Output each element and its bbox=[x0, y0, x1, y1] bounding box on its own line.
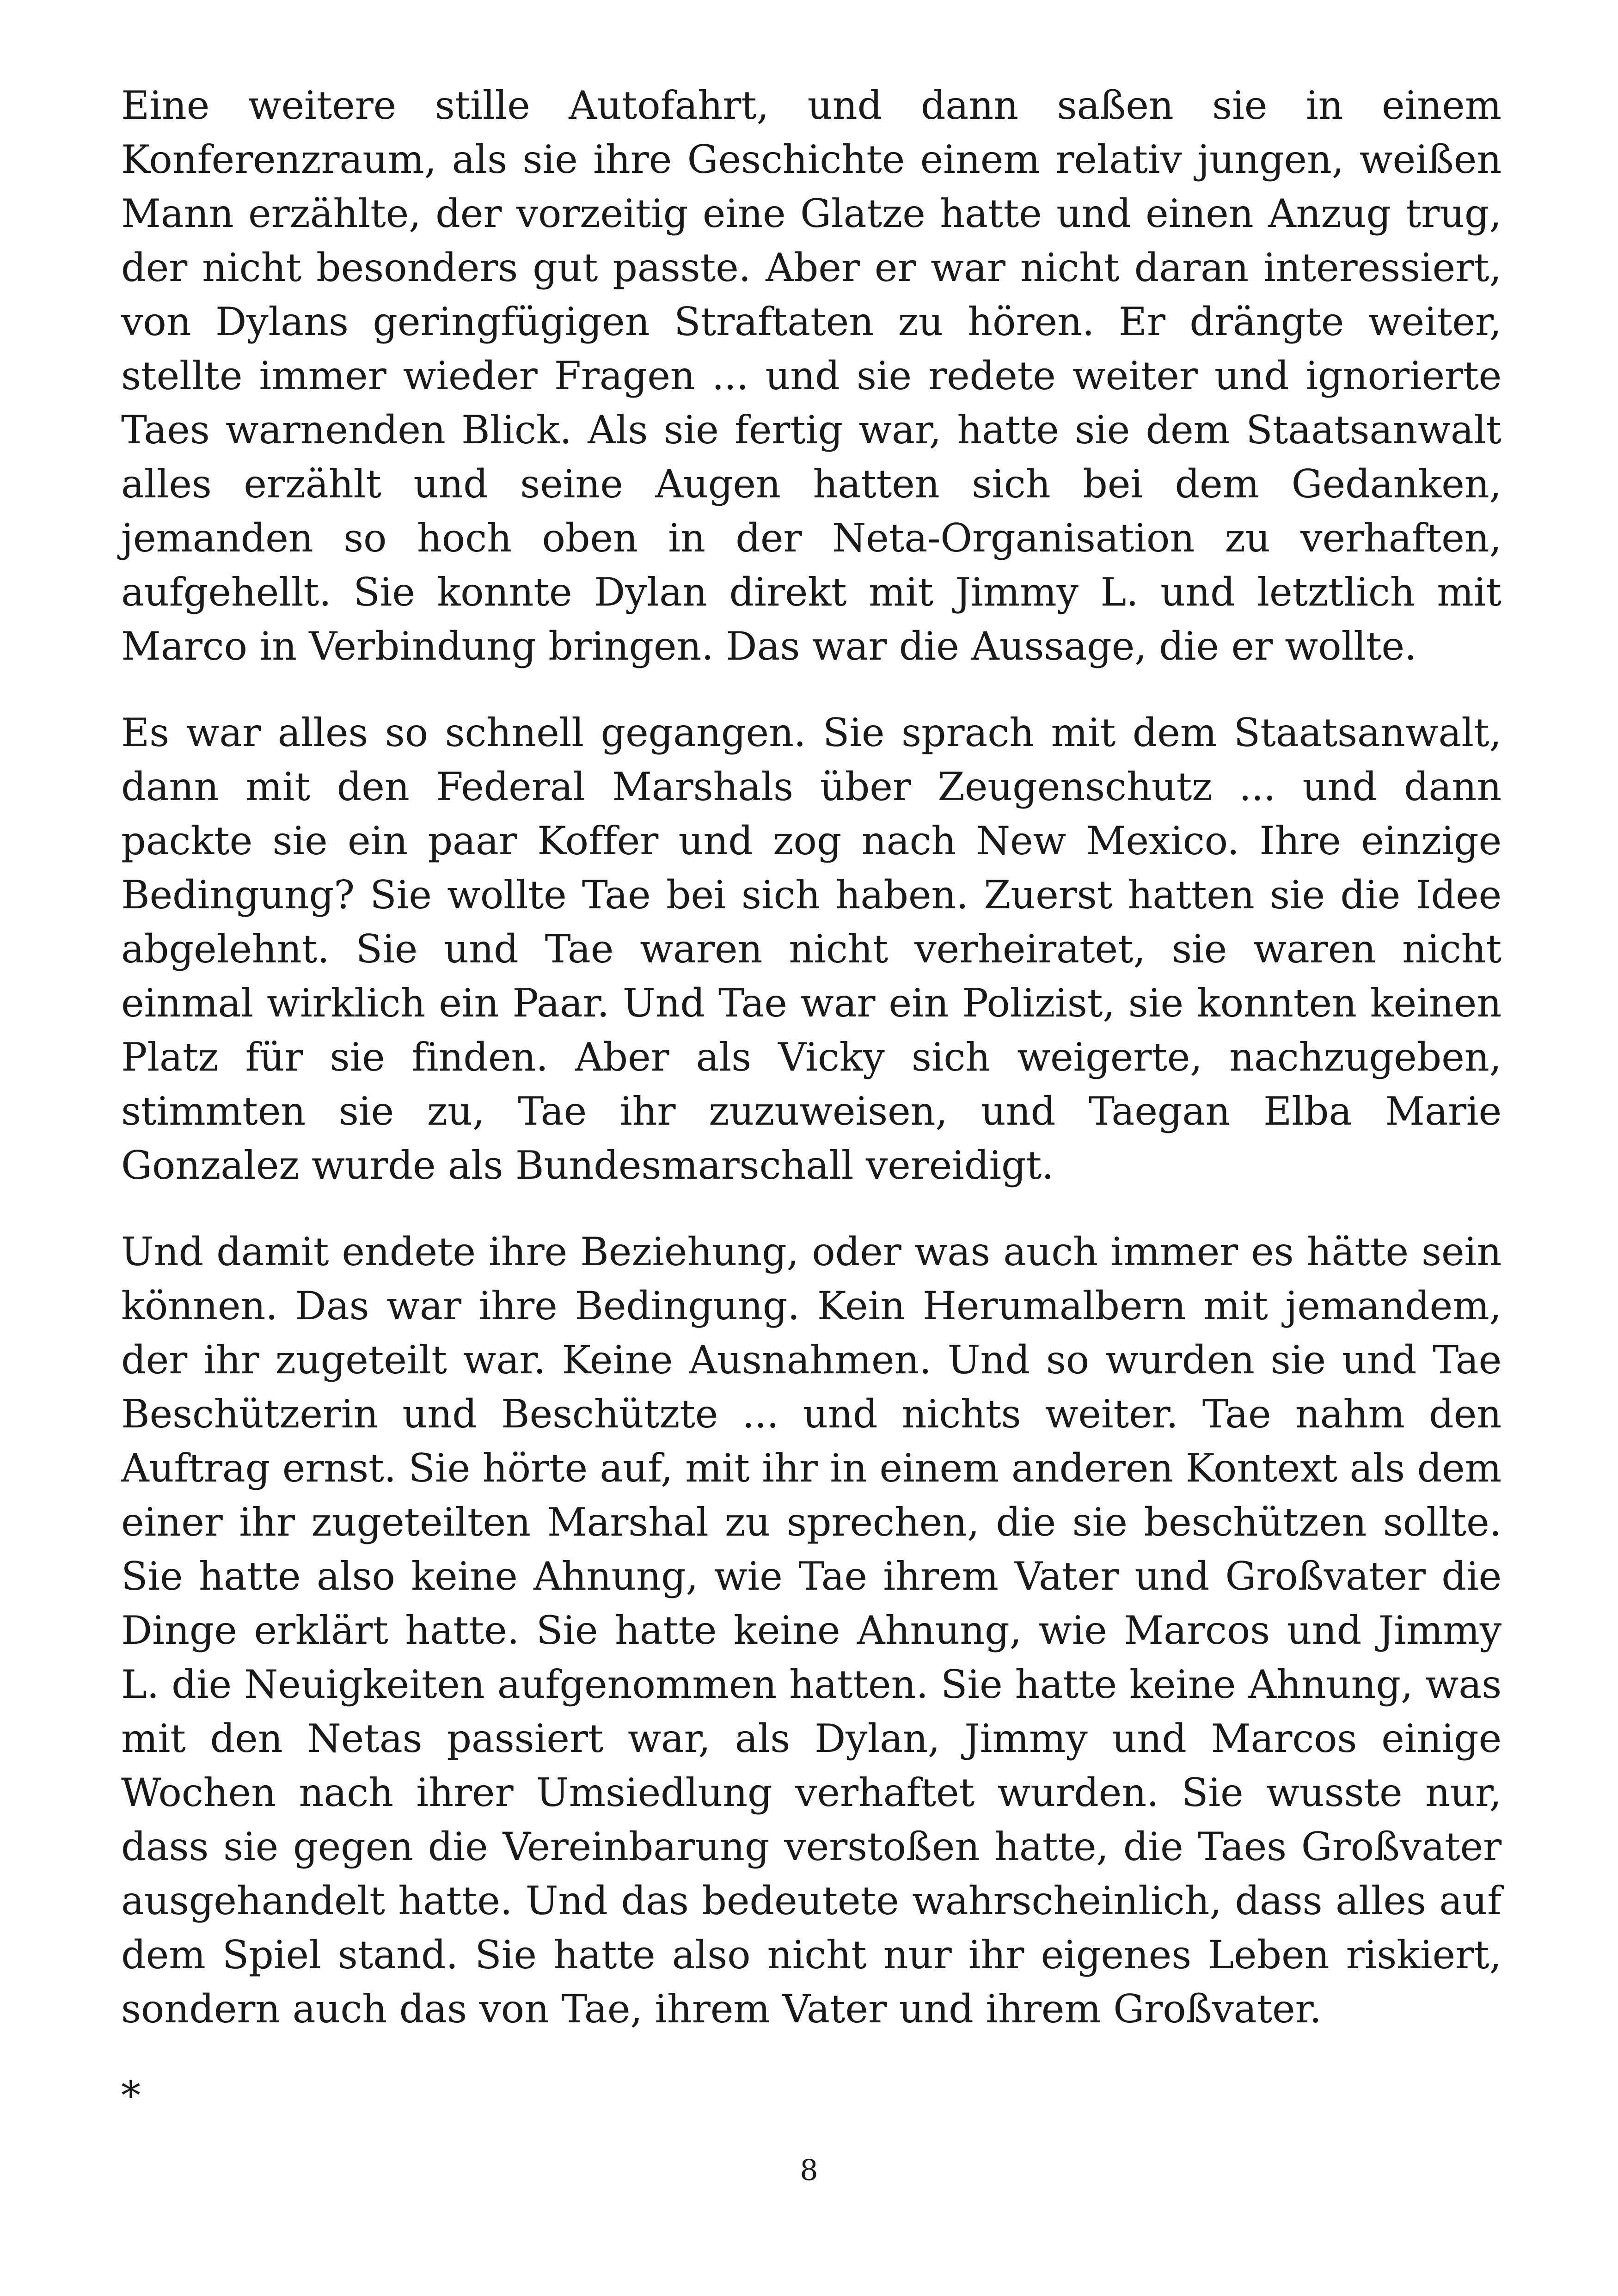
page-number: 8 bbox=[800, 2153, 818, 2187]
paragraph-1: Eine weitere stille Autofahrt, und dann saßen sie in einem Konferenzraum, als sie ihre Geschichte einem relativ jungen, weißen Mann erzählte, der vorzeitig eine Glatze hatte und einen Anzug trug, der nicht besonders gut passte. Aber er war nicht daran interessiert, von Dylans geringfügigen Straftaten zu hören. Er drängte weiter, stellte immer wieder Fragen ... und sie redete weiter und ignorierte Taes warnenden Blick. Als sie fertig war, hatte sie dem Staatsanwalt alles erzählt und seine Augen hatten sich bei dem Gedanken, jemanden so hoch oben in der Neta-Organisation zu verhaften, aufgehellt. Sie konnte Dylan direkt mit Jimmy L. und letztlich mit Marco in Verbindung bringen. Das war die Aussage, die er wollte. bbox=[121, 83, 1502, 669]
page-body bbox=[121, 79, 1502, 2123]
paragraph-2: Es war alles so schnell gegangen. Sie sprach mit dem Staatsanwalt, dann mit den Federal Marshals über Zeugenschutz ... und dann packte sie ein paar Koffer und zog nach New Mexico. Ihre einzige Bedingung? Sie wollte Tae bei sich haben. Zuerst hatten sie die Idee abgelehnt. Sie und Tae waren nicht verheiratet, sie waren nicht einmal wirklich ein Paar. Und Tae war ein Polizist, sie konnten keinen Platz für sie finden. Aber als Vicky sich weigerte, nachzugeben, stimmten sie zu, Tae ihr zuzuweisen, und Taegan Elba Marie Gonzalez wurde als Bundesmarschall vereidigt. bbox=[121, 710, 1502, 1188]
paragraph-3: Und damit endete ihre Beziehung, oder was auch immer es hätte sein können. Das war ihre Bedingung. Kein Herumalbern mit jemandem, der ihr zugeteilt war. Keine Ausnahmen. Und so wurden sie und Tae Beschützerin und Beschützte ... und nichts weiter. Tae nahm den Auftrag ernst. Sie hörte auf, mit ihr in einem anderen Kontext als dem einer ihr zugeteilten Marshal zu sprechen, die sie beschützen sollte. Sie hatte also keine Ahnung, wie Tae ihrem Vater und Großvater die Dinge erklärt hatte. Sie hatte keine Ahnung, wie Marcos und Jimmy L. die Neuigkeiten aufgenommen hatten. Sie hatte keine Ahnung, was mit den Netas passiert war, als Dylan, Jimmy und Marcos einige Wochen nach ihrer Umsiedlung verhaftet wurden. Sie wusste nur, dass sie gegen die Vereinbarung verstoßen hatte, die Taes Großvater ausgehandelt hatte. Und das bedeutete wahrscheinlich, dass alles auf dem Spiel stand. Sie hatte also nicht nur ihr eigenes Leben riskiert, sondern auch das von Tae, ihrem Vater und ihrem Großvater. bbox=[121, 1229, 1502, 2032]
section-separator: * bbox=[121, 2073, 141, 2118]
